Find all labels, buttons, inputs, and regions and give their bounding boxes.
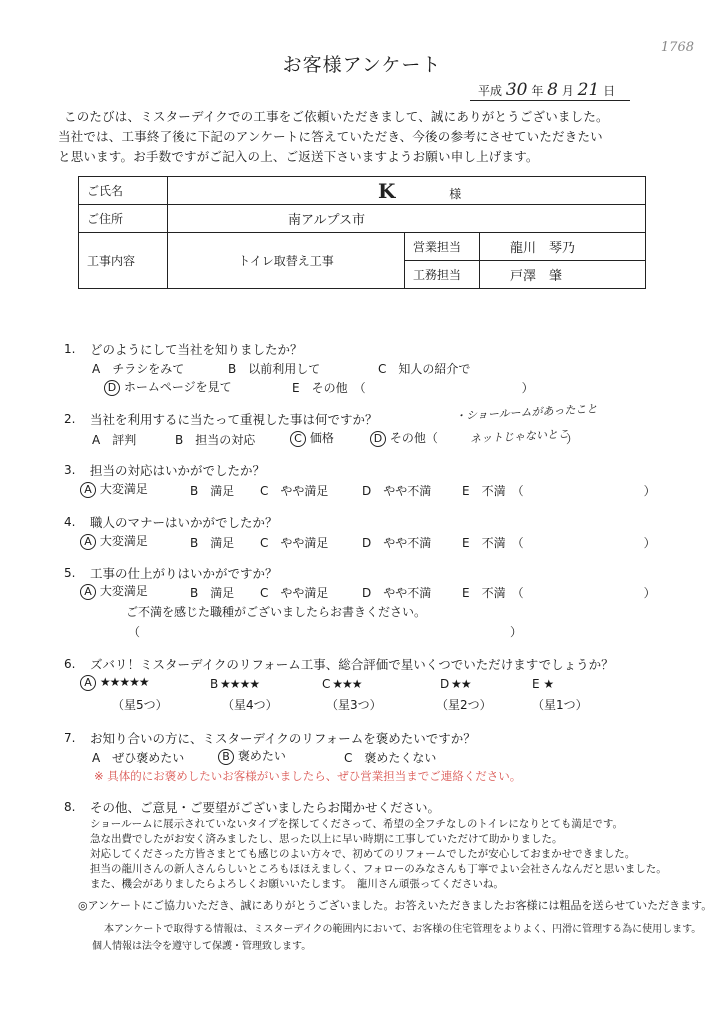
intro-line-3: と思います。お手数ですがご記入の上、ご返送下さいますようお願い申し上げます。 xyxy=(58,149,539,164)
q4-number: 4. xyxy=(64,515,76,529)
q3-option-c[interactable]: C やや満足 xyxy=(260,484,329,498)
q1-d-circled-letter: D xyxy=(104,380,120,396)
intro-line-1: このたびは、ミスターデイクでの工事をご依頼いただきまして、誠にありがとうございました。 xyxy=(64,109,609,124)
q4-option-a[interactable] xyxy=(80,532,148,550)
q5-option-a[interactable] xyxy=(80,582,148,600)
q5-sub-question: ご不満を感じた職種がございましたらお書きください。 xyxy=(126,605,427,619)
footer-privacy-2: 個人情報は法令を遵守して保護・管理致します。 xyxy=(92,941,312,952)
q4-option-e[interactable]: E 不満 （ ） xyxy=(462,536,656,550)
q6-a-circled-letter: A xyxy=(80,675,96,691)
q4-option-b[interactable]: B 満足 xyxy=(190,536,235,550)
q2-c-label: 価格 xyxy=(309,431,334,445)
q2-handwritten-note-1: ・ショールームがあったこと xyxy=(454,402,598,423)
name-suffix: 様 xyxy=(449,186,462,201)
q3-option-d[interactable]: D やや不満 xyxy=(362,484,432,498)
date-month-unit: 月 xyxy=(561,84,574,98)
q2-text: 当社を利用するに当たって重視した事は何ですか？ xyxy=(90,412,378,427)
q2-c-circled-letter: C xyxy=(290,431,306,447)
survey-date xyxy=(478,80,615,100)
date-year: 30 xyxy=(505,80,528,100)
q2-d-label: その他（ xyxy=(389,431,438,445)
q6-b-sub: （星4つ） xyxy=(222,698,278,712)
q6-option-b[interactable]: B ★★★★ xyxy=(210,677,260,691)
address-value: 南アルプス市 xyxy=(168,205,646,233)
q5-option-b[interactable]: B 満足 xyxy=(190,586,235,600)
sales-label: 営業担当 xyxy=(405,233,480,261)
q3-a-label: 大変満足 xyxy=(99,482,148,496)
date-era: 平成 xyxy=(478,84,503,98)
intro-line-2: 当社では、工事終了後に下記のアンケートに答えていただき、今後の参考にさせていただきたい xyxy=(58,129,603,144)
q1-option-d[interactable] xyxy=(104,378,232,396)
q2-option-b[interactable]: B 担当の対応 xyxy=(175,433,256,447)
q1-number: 1. xyxy=(64,342,76,356)
q8-comment-line-4: 担当の龍川さんの新人さんらしいところもほほえましく、フォローのみなさんも丁寧でよい会社さんなんだと思いました。 xyxy=(90,863,667,875)
q5-a-label: 大変満足 xyxy=(99,584,148,598)
q5-option-e[interactable]: E 不満 （ ） xyxy=(462,586,656,600)
q7-option-a[interactable]: A ぜひ褒めたい xyxy=(92,751,185,765)
customer-info-table xyxy=(78,176,646,289)
date-day: 21 xyxy=(577,80,600,100)
sales-value: 龍川 琴乃 xyxy=(480,233,646,261)
q2-d-circled-letter: D xyxy=(370,431,386,447)
q6-number: 6. xyxy=(64,657,76,671)
q5-option-c[interactable]: C やや満足 xyxy=(260,586,329,600)
q6-text: ズバリ！ミスターデイクのリフォーム工事、総合評価で星いくつでいただけますでしょうか？ xyxy=(90,657,614,672)
q7-b-label: 褒めたい xyxy=(237,749,286,763)
q6-a-sub: （星5つ） xyxy=(112,698,168,712)
q1-text: どのようにして当社を知りましたか？ xyxy=(90,342,303,357)
q1-option-b[interactable]: B 以前利用して xyxy=(228,362,321,376)
q6-a-stars: ★★★★★ xyxy=(99,675,149,689)
q8-text: その他、ご意見・ご要望がございましたらお聞かせください。 xyxy=(90,800,441,815)
q4-option-d[interactable]: D やや不満 xyxy=(362,536,432,550)
q6-option-d[interactable]: D ★★ xyxy=(440,677,471,691)
q7-b-circled-letter: B xyxy=(218,749,234,765)
q7-option-b[interactable] xyxy=(218,747,286,765)
q1-option-e[interactable]: E その他 （ ） xyxy=(292,381,534,395)
q6-c-sub: （星3つ） xyxy=(326,698,382,712)
address-label: ご住所 xyxy=(79,205,168,233)
q8-comment-line-5: また、機会がありましたらよろしくお願いいたします。 龍川さん頑張ってくださいね。 xyxy=(90,878,504,890)
q4-a-circled-letter: A xyxy=(80,534,96,550)
q6-option-e[interactable]: E ★ xyxy=(532,677,555,691)
q6-option-a[interactable] xyxy=(80,675,149,691)
q3-option-e[interactable]: E 不満 （ ） xyxy=(462,484,656,498)
date-day-unit: 日 xyxy=(603,84,616,98)
footer-privacy-1: 本アンケートで取得する情報は、ミスターデイクの範囲内において、お客様の住宅管理をよりよく、円滑に管理する為に使用します。 xyxy=(104,924,702,935)
q6-option-c[interactable]: C ★★★ xyxy=(322,677,362,691)
q2-close-paren: ） xyxy=(566,432,579,446)
q4-a-label: 大変満足 xyxy=(99,534,148,548)
q1-option-a[interactable]: A チラシをみて xyxy=(92,362,185,376)
footer-thanks: ◎アンケートにご協力いただき、誠にありがとうございました。お答えいただきましたお客様には粗品を送らせていただきます。 xyxy=(78,899,713,912)
q8-comment-line-2: 急な出費でしたがお安く済みましたし、思った以上に早い時期に工事していただけて助かりました。 xyxy=(90,833,563,845)
name-cell xyxy=(168,177,646,205)
q8-comment-line-1: ショールームに展示されていないタイプを探してくださって、希望の全フチなしのトイレになりとても満足です。 xyxy=(90,818,623,830)
page-number: 1768 xyxy=(660,40,694,55)
q2-option-a[interactable]: A 評判 xyxy=(92,433,137,447)
construction-label: 工務担当 xyxy=(405,261,480,289)
work-value: トイレ取替え工事 xyxy=(168,233,405,289)
q3-option-b[interactable]: B 満足 xyxy=(190,484,235,498)
q1-d-label: ホームページを見て xyxy=(123,380,232,394)
q4-option-c[interactable]: C やや満足 xyxy=(260,536,329,550)
q5-paren-close: ） xyxy=(510,625,523,639)
date-month: 8 xyxy=(547,80,558,100)
q3-number: 3. xyxy=(64,463,76,477)
q3-text: 担当の対応はいかがでしたか？ xyxy=(90,463,266,478)
q1-option-c[interactable]: C 知人の紹介で xyxy=(378,362,471,376)
q4-text: 職人のマナーはいかがでしたか？ xyxy=(90,515,278,530)
page-title: お客様アンケート xyxy=(282,54,442,76)
name-label: ご氏名 xyxy=(79,177,168,205)
name-value: K xyxy=(378,178,396,203)
q2-number: 2. xyxy=(64,412,76,426)
date-underline xyxy=(470,100,630,101)
q5-paren-open: （ xyxy=(128,625,141,639)
q2-handwritten-note-2: ネットじゃないとこ xyxy=(469,427,570,446)
work-label: 工事内容 xyxy=(79,233,168,289)
q7-number: 7. xyxy=(64,731,76,745)
q6-d-sub: （星2つ） xyxy=(436,698,492,712)
q6-e-sub: （星1つ） xyxy=(532,698,588,712)
q5-text: 工事の仕上がりはいかがですか？ xyxy=(90,566,278,581)
date-year-unit: 年 xyxy=(531,84,544,98)
q2-option-c[interactable] xyxy=(290,429,334,447)
q5-option-d[interactable]: D やや不満 xyxy=(362,586,432,600)
q3-a-circled-letter: A xyxy=(80,482,96,498)
q7-referral-note: ※ 具体的にお褒めしたいお客様がいましたら、ぜひ営業担当までご連絡ください。 xyxy=(94,769,522,783)
q5-a-circled-letter: A xyxy=(80,584,96,600)
q5-number: 5. xyxy=(64,566,76,580)
q7-option-c[interactable]: C 褒めたくない xyxy=(344,751,437,765)
q8-comment-line-3: 対応してくださった方皆さまとても感じのよい方々で、初めてのリフォームでしたが安心しておまかせできました。 xyxy=(90,848,636,860)
q8-number: 8. xyxy=(64,800,76,814)
construction-value: 戸澤 肇 xyxy=(480,261,646,289)
q7-text: お知り合いの方に、ミスターデイクのリフォームを褒めたいですか？ xyxy=(90,731,476,746)
q2-option-d[interactable] xyxy=(370,429,438,447)
q3-option-a[interactable] xyxy=(80,480,148,498)
